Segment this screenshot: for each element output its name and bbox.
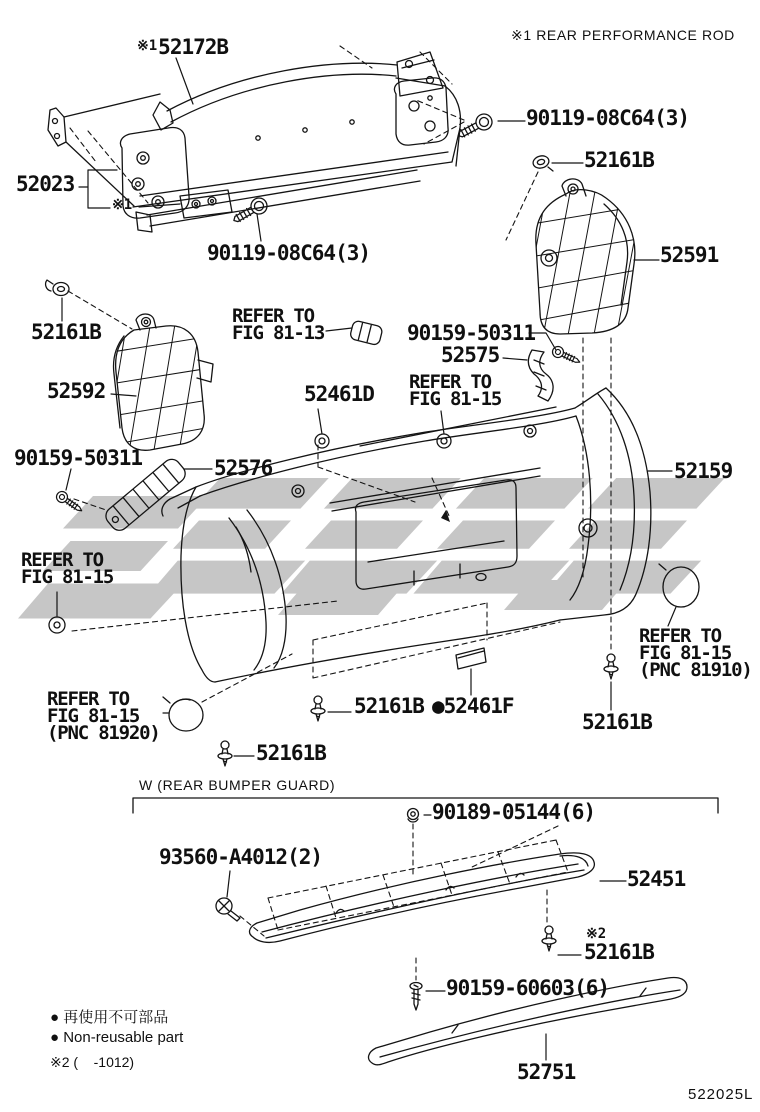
screw-90159-60603 [410,983,422,1011]
part-label-52592[interactable]: 52592 [47,379,106,403]
part-label-90159-50311-right[interactable]: 90159-50311 [407,321,536,345]
note-rear-performance-rod: ※1 REAR PERFORMANCE ROD [511,27,735,43]
clip-52161b-center [311,696,325,721]
part-label-52161b-topright[interactable]: 52161B [584,148,654,172]
refer-fig-81-13: REFER TO FIG 81-13 [232,305,325,344]
part-label-90119-top[interactable]: 90119-08C64(3) [526,106,690,130]
part-label-90119-bottom[interactable]: 90119-08C64(3) [207,241,371,265]
part-label-52161b-guard[interactable]: 52161B [584,940,654,964]
part-label-52461f[interactable]: ●52461F [432,694,514,718]
part-label-52023[interactable]: 52023 [16,172,75,196]
legend-x2-range: ※2 ( -1012) [50,1054,135,1070]
part-label-52161b-left[interactable]: 52161B [31,320,101,344]
part-52461f [456,648,486,669]
cap-pnc81920 [163,697,203,731]
legend-non-reusable-jp: ● 再使用不可部品 [50,1009,169,1026]
section-title-rear-bumper-guard: W (REAR BUMPER GUARD) [139,777,336,793]
clip-52161b-right [604,654,618,679]
part-label-90189[interactable]: 90189-05144(6) [432,800,596,824]
refer-fig-81-15-left: REFER TO FIG 81-15 [21,549,114,588]
clip-52161b-guard [542,926,556,951]
figure-code: 522025L [688,1086,754,1103]
part-label-90159-50311-left[interactable]: 90159-50311 [14,446,143,470]
part-label-52159[interactable]: 52159 [674,459,733,483]
part-label-52161b-bottomleft[interactable]: 52161B [256,741,326,765]
grommet-52161b-topright [532,154,553,171]
part-label-52751[interactable]: 52751 [517,1060,576,1084]
grommet-fig8115-left [49,617,65,633]
note-x1: ※1 [112,197,133,213]
bracket-fig8113 [349,320,383,346]
refer-fig-81-15-pnc81910: REFER TO FIG 81-15 (PNC 81910) [639,625,752,681]
part-label-52451[interactable]: 52451 [627,867,686,891]
part-label-52591[interactable]: 52591 [660,243,719,267]
grommet-52161b-left [46,280,69,296]
section-bracket [133,798,718,813]
part-label-90159-60603[interactable]: 90159-60603(6) [446,976,610,1000]
note-x2: ※2 [586,926,607,942]
refer-fig-81-15-mid: REFER TO FIG 81-15 [409,371,502,410]
part-label-52575[interactable]: 52575 [441,343,500,367]
refer-fig-81-15-pnc81920: REFER TO FIG 81-15 (PNC 81920) [47,688,160,744]
part-label-52161b-right[interactable]: 52161B [582,710,652,734]
bracket-52575 [528,350,553,401]
part-label-52576[interactable]: 52576 [214,456,273,480]
note-x1-prefix: ※1 [137,38,158,54]
pad-52591 [516,179,652,370]
dashed-arrowhead [441,510,450,522]
part-label-93560[interactable]: 93560-A4012(2) [159,845,323,869]
part-label-52172b[interactable]: ※152172B [137,35,229,59]
clip-90189 [408,809,419,823]
part-label-52461d[interactable]: 52461D [304,382,374,406]
clip-52161b-bottomleft [218,741,232,766]
screw-93560 [216,898,240,921]
part-label-52161b-center[interactable]: 52161B [354,694,424,718]
legend-non-reusable-en: ● Non-reusable part [50,1029,184,1046]
